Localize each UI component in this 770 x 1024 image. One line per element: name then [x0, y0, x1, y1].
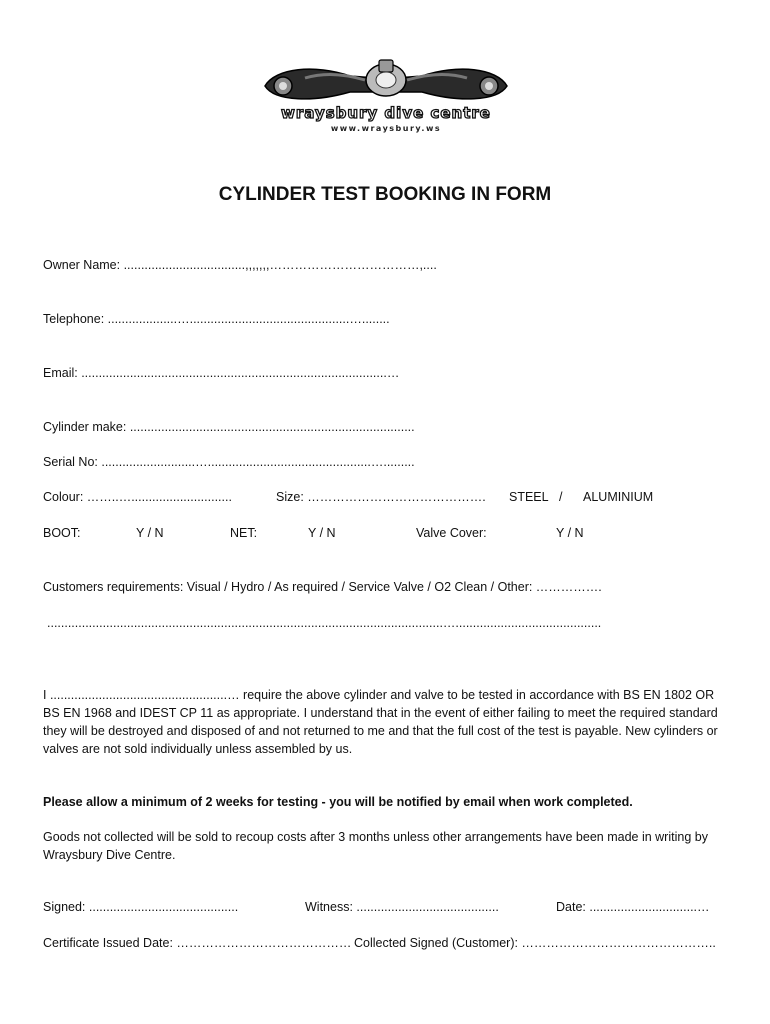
- witness-field[interactable]: Witness: .........................................: [305, 900, 499, 914]
- signed-field[interactable]: Signed: ...........................................: [43, 900, 239, 914]
- declaration-paragraph: I ...................................................… require the above cylinder and valve to be tested in accordance with BS EN 1802 OR BS EN 1968 and IDEST CP 11 as appropriate. I understand that in the event of either failing to meet the required standard they will be destroyed and disposed of and not returned to me and that the full cost of the test is payable. New cylinders or valves are not sold individually unless assembled by us.: [43, 688, 718, 756]
- telephone-field[interactable]: Telephone: ....................…..............................................…........: [43, 312, 390, 326]
- logo-wordmark: wraysbury dive centre: [281, 104, 491, 122]
- valve-cover-label: Valve Cover:: [416, 526, 487, 540]
- uncollected-goods-notice: Goods not collected will be sold to recoup costs after 3 months unless other arrangements have been made in writing by Wraysbury Dive Centre.: [43, 830, 708, 862]
- logo-url: www.wraysbury.ws: [330, 124, 442, 133]
- valve-cover-choice[interactable]: Y / N: [556, 526, 584, 540]
- cylinder-make-field[interactable]: Cylinder make: ..................................................................................: [43, 420, 415, 434]
- email-field[interactable]: Email: ........................................................................................…: [43, 366, 400, 380]
- wraysbury-logo: [255, 58, 517, 140]
- collected-signed-field[interactable]: Collected Signed (Customer): ………………………………………..: [354, 936, 716, 950]
- date-field[interactable]: Date: ...............................…: [556, 900, 710, 914]
- net-choice[interactable]: Y / N: [308, 526, 336, 540]
- aluminium-option[interactable]: ALUMINIUM: [583, 490, 654, 504]
- steel-option[interactable]: STEEL: [509, 490, 549, 504]
- certificate-issued-date-field[interactable]: Certificate Issued Date: ……………………………………: [43, 936, 352, 950]
- requirements-extra-line[interactable]: ..................................................................................................................…..........................................: [47, 616, 602, 630]
- colour-field[interactable]: Colour: ……..….............................: [43, 490, 232, 504]
- requirements-field[interactable]: Customers requirements: Visual / Hydro / As required / Service Valve / O2 Clean / Other: …………….: [43, 580, 602, 594]
- form-title: CYLINDER TEST BOOKING IN FORM: [218, 184, 552, 205]
- net-label: NET:: [230, 526, 258, 540]
- logo-emblem-icon: [255, 58, 517, 108]
- boot-choice[interactable]: Y / N: [136, 526, 164, 540]
- material-divider: /: [559, 490, 563, 504]
- serial-no-field[interactable]: Serial No: ...........................…...............................................….........: [43, 455, 415, 469]
- boot-label: BOOT:: [43, 526, 81, 540]
- timing-notice: Please allow a minimum of 2 weeks for testing - you will be notified by email when work completed.: [43, 795, 633, 809]
- size-field[interactable]: Size: …………………………………….: [276, 490, 486, 504]
- owner-name-field[interactable]: Owner Name: ...................................,,,,,,,………………………………,....: [43, 258, 437, 272]
